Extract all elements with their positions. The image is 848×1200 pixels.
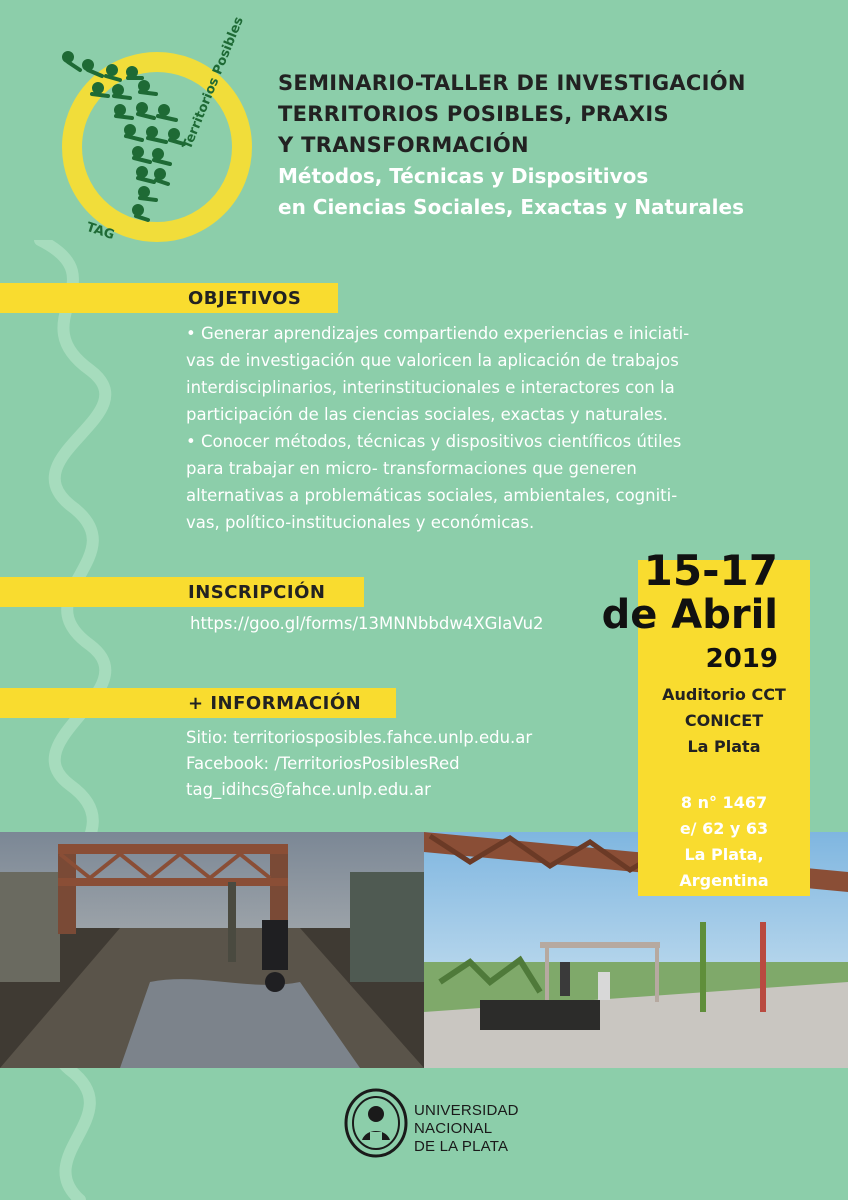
university-name [414,1102,519,1156]
event-year: 2019 [705,644,778,674]
informacion-heading: + INFORMACIÓN [188,693,362,714]
event-venue [638,682,810,760]
event-header [278,68,838,223]
website-link[interactable]: Sitio: territoriosposibles.fahce.unlp.edu.ar [186,728,533,747]
inscripcion-heading: INSCRIPCIÓN [188,582,326,603]
event-date-range: 15-17 [643,546,778,595]
objetivos-line: alternativas a problemáticas sociales, ambientales, cogniti- [186,486,678,505]
muddy-street-photo [0,832,424,1068]
title-line-3: Y TRANSFORMACIÓN [278,133,529,157]
inscripcion-link[interactable]: https://goo.gl/forms/13MNNbbdw4XGIaVu2 [190,614,544,633]
university-line: NACIONAL [414,1120,493,1137]
facebook-link[interactable]: Facebook: /TerritoriosPosiblesRed [186,754,460,773]
subtitle-line-2: en Ciencias Sociales, Exactas y Naturales [278,195,744,219]
university-logo [344,1088,544,1168]
event-date-box [601,546,810,896]
people-map-icon [58,48,258,248]
event-address [638,790,810,894]
objetivos-line: • Conocer métodos, técnicas y dispositivos científicos útiles [186,432,682,451]
email-link[interactable]: tag_idihcs@fahce.unlp.edu.ar [186,780,431,799]
venue-line: CONICET [684,711,764,730]
university-line: UNIVERSIDAD [414,1102,519,1119]
event-month: de Abril [601,592,778,638]
objetivos-line: • Generar aprendizajes compartiendo experiencias e iniciati- [186,324,690,343]
informacion-bar [0,688,396,718]
objetivos-line: vas, político-institucionales y económicas. [186,513,535,532]
address-line: Argentina [679,871,769,890]
logo-name-text: Territorios Posibles [180,14,247,152]
objetivos-line: vas de investigación que valoricen la aplicación de trabajos [186,351,679,370]
informacion-text [186,725,532,803]
venue-line: Auditorio CCT [662,685,786,704]
tag-logo [58,14,258,248]
title-line-1: SEMINARIO-TALLER DE INVESTIGACIÓN [278,71,746,95]
logo-tag-text: TAG [84,219,117,244]
university-seal-icon [344,1088,408,1158]
title-line-2: TERRITORIOS POSIBLES, PRAXIS [278,102,669,126]
objetivos-line: participación de las ciencias sociales, exactas y naturales. [186,405,668,424]
objetivos-bar [0,283,338,313]
address-line: 8 n° 1467 [680,793,768,812]
objetivos-line: interdisciplinarios, interinstitucionales e interactores con la [186,378,675,397]
venue-line: La Plata [687,737,761,756]
address-line: e/ 62 y 63 [679,819,769,838]
address-line: La Plata, [684,845,764,864]
objetivos-line: para trabajar en micro- transformaciones que generen [186,459,637,478]
objetivos-text [186,320,826,536]
subtitle-line-1: Métodos, Técnicas y Dispositivos [278,164,649,188]
objetivos-heading: OBJETIVOS [188,288,302,309]
university-line: DE LA PLATA [414,1138,509,1155]
inscripcion-bar [0,577,364,607]
